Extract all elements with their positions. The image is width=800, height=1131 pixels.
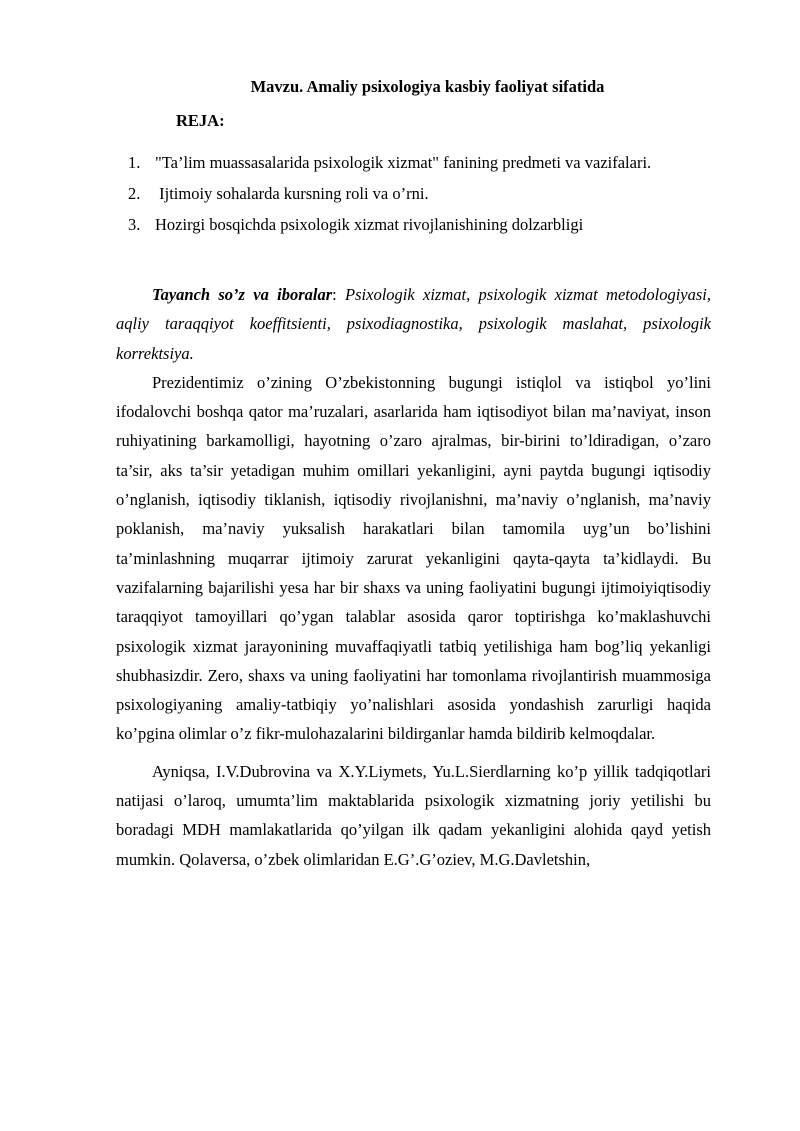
plan-item-text: Hozirgi bosqichda psixologik xizmat rivojlanishining dolzarbligi [155, 215, 584, 234]
plan-item-text: "Ta’lim muassasalarida psixologik xizmat" fanining predmeti va vazifalari. [155, 153, 652, 172]
plan-item-number: 3. [128, 215, 141, 234]
plan-item [128, 213, 768, 244]
plan-item [128, 151, 768, 182]
body-paragraph-1: Prezidentimiz o’zining O’zbekistonning bugungi istiqlol va istiqbol yo’lini ifodalovchi boshqa qator ma’ruzalari, asarlarida ham iqtisodiyot bilan ma’naviyat, inson ruhiyatining barkamolligi, hayotning o’zaro ajralmas, bir-birini to’ldiradigan, o’zaro ta’sir, aks ta’sir yetadigan muhim omillari yekanligini, ayni paytda bugungi iqtisodiy o’nglanish, iqtisodiy tiklanish, iqtisodiy rivojlanishni, ma’naviy o’nglanish, ma’naviy poklanish, ma’naviy yuksalish harakatlari bilan tamomila uyg’un bo’lishini ta’minlashning muqarrar ijtimoiy zarurat yekanligini qayta-qayta ta’kidlaydi. Bu vazifalarning bajarilishi yesa har bir shaxs va uning faoliyatini bugungi ijtimoiyiqtisodiy taraqqiyot tamoyillari qo’ygan talablar asosida qaror toptirishga ko’maklashuvchi psixologik xizmat jarayonining muvaffaqiyatli tatbiq yetilishiga ham bog’liq yekanligi shubhasizdir. Zero, shaxs va uning faoliyatini har tomonlama rivojlantirish muammosiga psixologiyaning amaliy-tatbiqiy yo’nalishlari asosida yondashish zarurligi haqida ko’pgina olimlar o’z fikr-mulohazalarini bildirganlar hamda bildirib kelmoqdalar. [116, 372, 711, 744]
keywords-text: Psixologik xizmat, psixologik xizmat metodologiyasi, aqliy taraqqiyot koeffitsienti, psixodiagnostika, psixologik maslahat, psixologik korrektsiya. [116, 285, 711, 363]
body-text [116, 280, 711, 874]
plan-item [128, 182, 768, 213]
plan-item-number: 1. [128, 153, 141, 172]
keywords-colon: : [332, 285, 337, 304]
plan-item-number: 2. [128, 184, 141, 203]
keywords-label: Tayanch so’z va iboralar [152, 285, 333, 304]
body-paragraph-2: Ayniqsa, I.V.Dubrovina va X.Y.Liymets, Yu.L.Sierdlarning ko’p yillik tadqiqotlari natijasi o’laroq, umumta’lim maktablarida psixologik xizmatning joriy yetilishi bu boradagi MDH mamlakatlarida qo’yilgan ilk qadam yekanligini alohida qayd yetish mumkin. Qolaversa, o’zbek olimlaridan E.G’.G’oziev, M.G.Davletshin, [116, 761, 711, 869]
plan-heading: REJA: [176, 111, 225, 130]
plan-list [128, 151, 768, 244]
keywords-paragraph [116, 280, 711, 368]
document-title: Mavzu. Amaliy psixologiya kasbiy faoliyat sifatida [250, 77, 605, 96]
plan-item-text: Ijtimoiy sohalarda kursning roli va o’rni. [155, 184, 429, 203]
